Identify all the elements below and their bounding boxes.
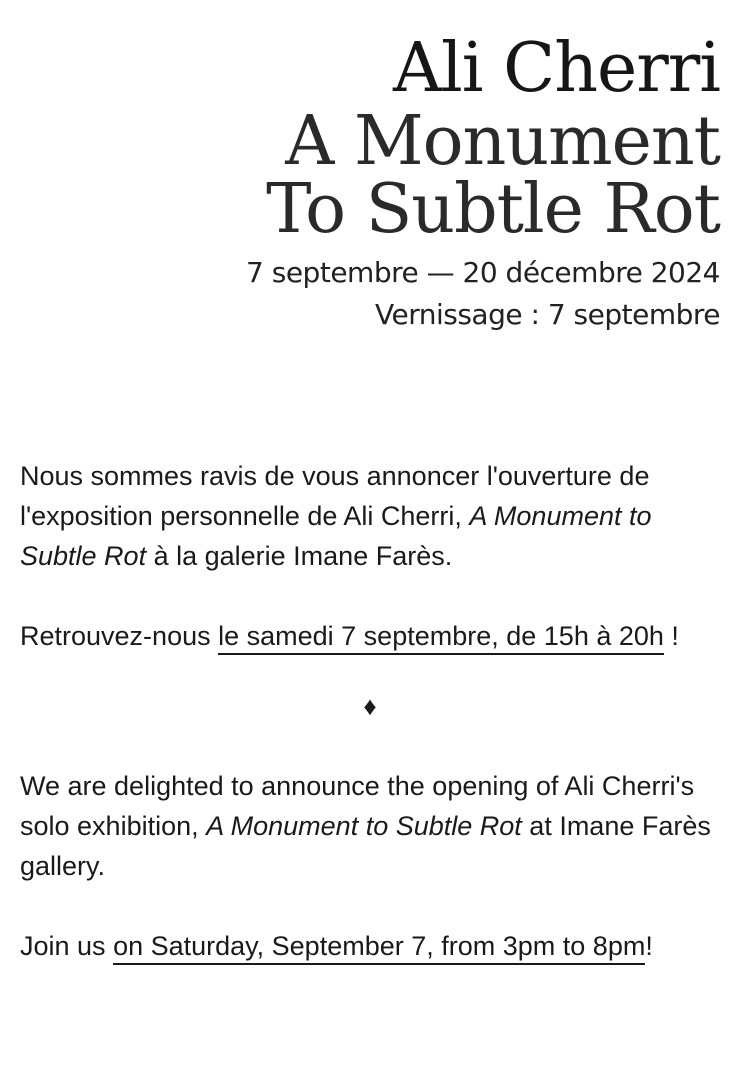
opening-date: Vernissage : 7 septembre — [375, 298, 720, 331]
english-invite-end: ! — [645, 931, 653, 961]
exhibition-header — [266, 29, 720, 249]
french-date-link[interactable]: le samedi 7 septembre, de 15h à 20h — [218, 621, 664, 655]
english-date-link[interactable]: on Saturday, September 7, from 3pm to 8pm — [113, 931, 645, 965]
english-invite-text: Join us — [20, 931, 114, 961]
english-intro-text: We are delighted to announce the opening of Ali Cherri's solo exhibition, — [20, 771, 695, 841]
exhibition-dates: 7 septembre — 20 décembre 2024 — [246, 256, 720, 289]
exhibition-title-line-2: To Subtle Rot — [266, 170, 720, 249]
english-intro-paragraph — [20, 766, 720, 886]
french-invite-end: ! — [663, 621, 679, 651]
english-exhibition-title: A Monument to Subtle Rot — [206, 811, 522, 841]
french-intro-paragraph — [20, 456, 720, 576]
french-invite-paragraph — [20, 616, 720, 656]
diamond-separator: ♦ — [363, 691, 377, 721]
exhibition-dates-block — [246, 252, 720, 336]
french-intro-end: à la galerie Imane Farès. — [146, 541, 453, 571]
english-invite-paragraph — [20, 926, 720, 966]
exhibition-title-line-1: A Monument — [285, 102, 720, 181]
french-intro-text: Nous sommes ravis de vous annoncer l'ouverture de l'exposition personnelle de Ali Cherri, — [20, 461, 650, 531]
artist-name: Ali Cherri — [392, 29, 720, 108]
english-intro-end: at Imane Farès gallery. — [20, 811, 711, 881]
announcement-body — [20, 456, 720, 966]
french-exhibition-title: A Monument to Subtle Rot — [20, 501, 652, 571]
french-invite-text: Retrouvez-nous — [20, 621, 219, 651]
